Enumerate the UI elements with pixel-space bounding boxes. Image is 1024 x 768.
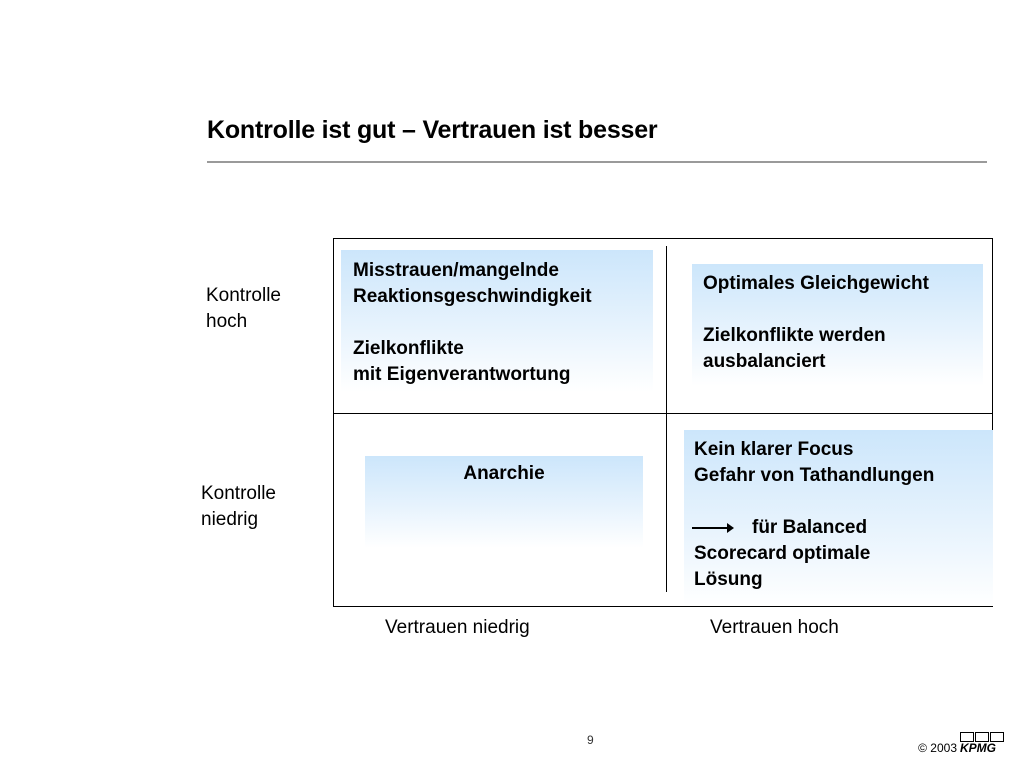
- y-axis-label-high: [206, 283, 281, 335]
- right-arrow-icon: [692, 527, 732, 529]
- logo-text: KPMG: [960, 741, 996, 755]
- y-axis-label-line: Kontrolle: [206, 285, 281, 306]
- quadrant-text: Misstrauen/mangelnde: [353, 260, 559, 281]
- footer: [918, 740, 1010, 756]
- arrow-line: [694, 515, 993, 541]
- quadrant-text: Anarchie: [463, 463, 545, 484]
- quadrant-text: Zielkonflikte: [353, 338, 464, 359]
- quadrant-text: Reaktionsgeschwindigkeit: [353, 286, 592, 307]
- x-axis-label-low: Vertrauen niedrig: [385, 617, 530, 638]
- quadrant-text: ausbalanciert: [703, 351, 826, 372]
- quadrant-high-control-high-trust: [692, 264, 983, 386]
- quadrant-text: für Balanced: [752, 517, 868, 538]
- kpmg-logo: [960, 740, 1010, 756]
- matrix-horizontal-divider: [333, 413, 993, 414]
- quadrant-text: Optimales Gleichgewicht: [703, 273, 929, 294]
- title-divider: [207, 161, 987, 163]
- y-axis-label-line: niedrig: [201, 509, 259, 530]
- slide-title: Kontrolle ist gut – Vertrauen ist besser: [207, 116, 658, 144]
- copyright-text: © 2003: [918, 741, 957, 755]
- y-axis-label-line: Kontrolle: [201, 483, 276, 504]
- matrix-vertical-divider-bottom: [666, 414, 667, 592]
- quadrant-text: Lösung: [694, 569, 763, 590]
- quadrant-low-control-high-trust: [684, 430, 993, 606]
- x-axis-label-high: Vertrauen hoch: [710, 617, 839, 638]
- y-axis-label-low: [201, 481, 276, 533]
- y-axis-label-line: hoch: [206, 311, 248, 332]
- quadrant-low-control-low-trust: [365, 456, 643, 548]
- quadrant-text: Scorecard optimale: [694, 543, 871, 564]
- matrix-vertical-divider-top: [666, 246, 667, 413]
- quadrant-text: Gefahr von Tathandlungen: [694, 465, 935, 486]
- quadrant-high-control-low-trust: [341, 250, 653, 392]
- quadrant-text: Kein klarer Focus: [694, 439, 854, 460]
- quadrant-text: mit Eigenverantwortung: [353, 364, 571, 385]
- page-number: 9: [587, 733, 594, 747]
- quadrant-text: Zielkonflikte werden: [703, 325, 886, 346]
